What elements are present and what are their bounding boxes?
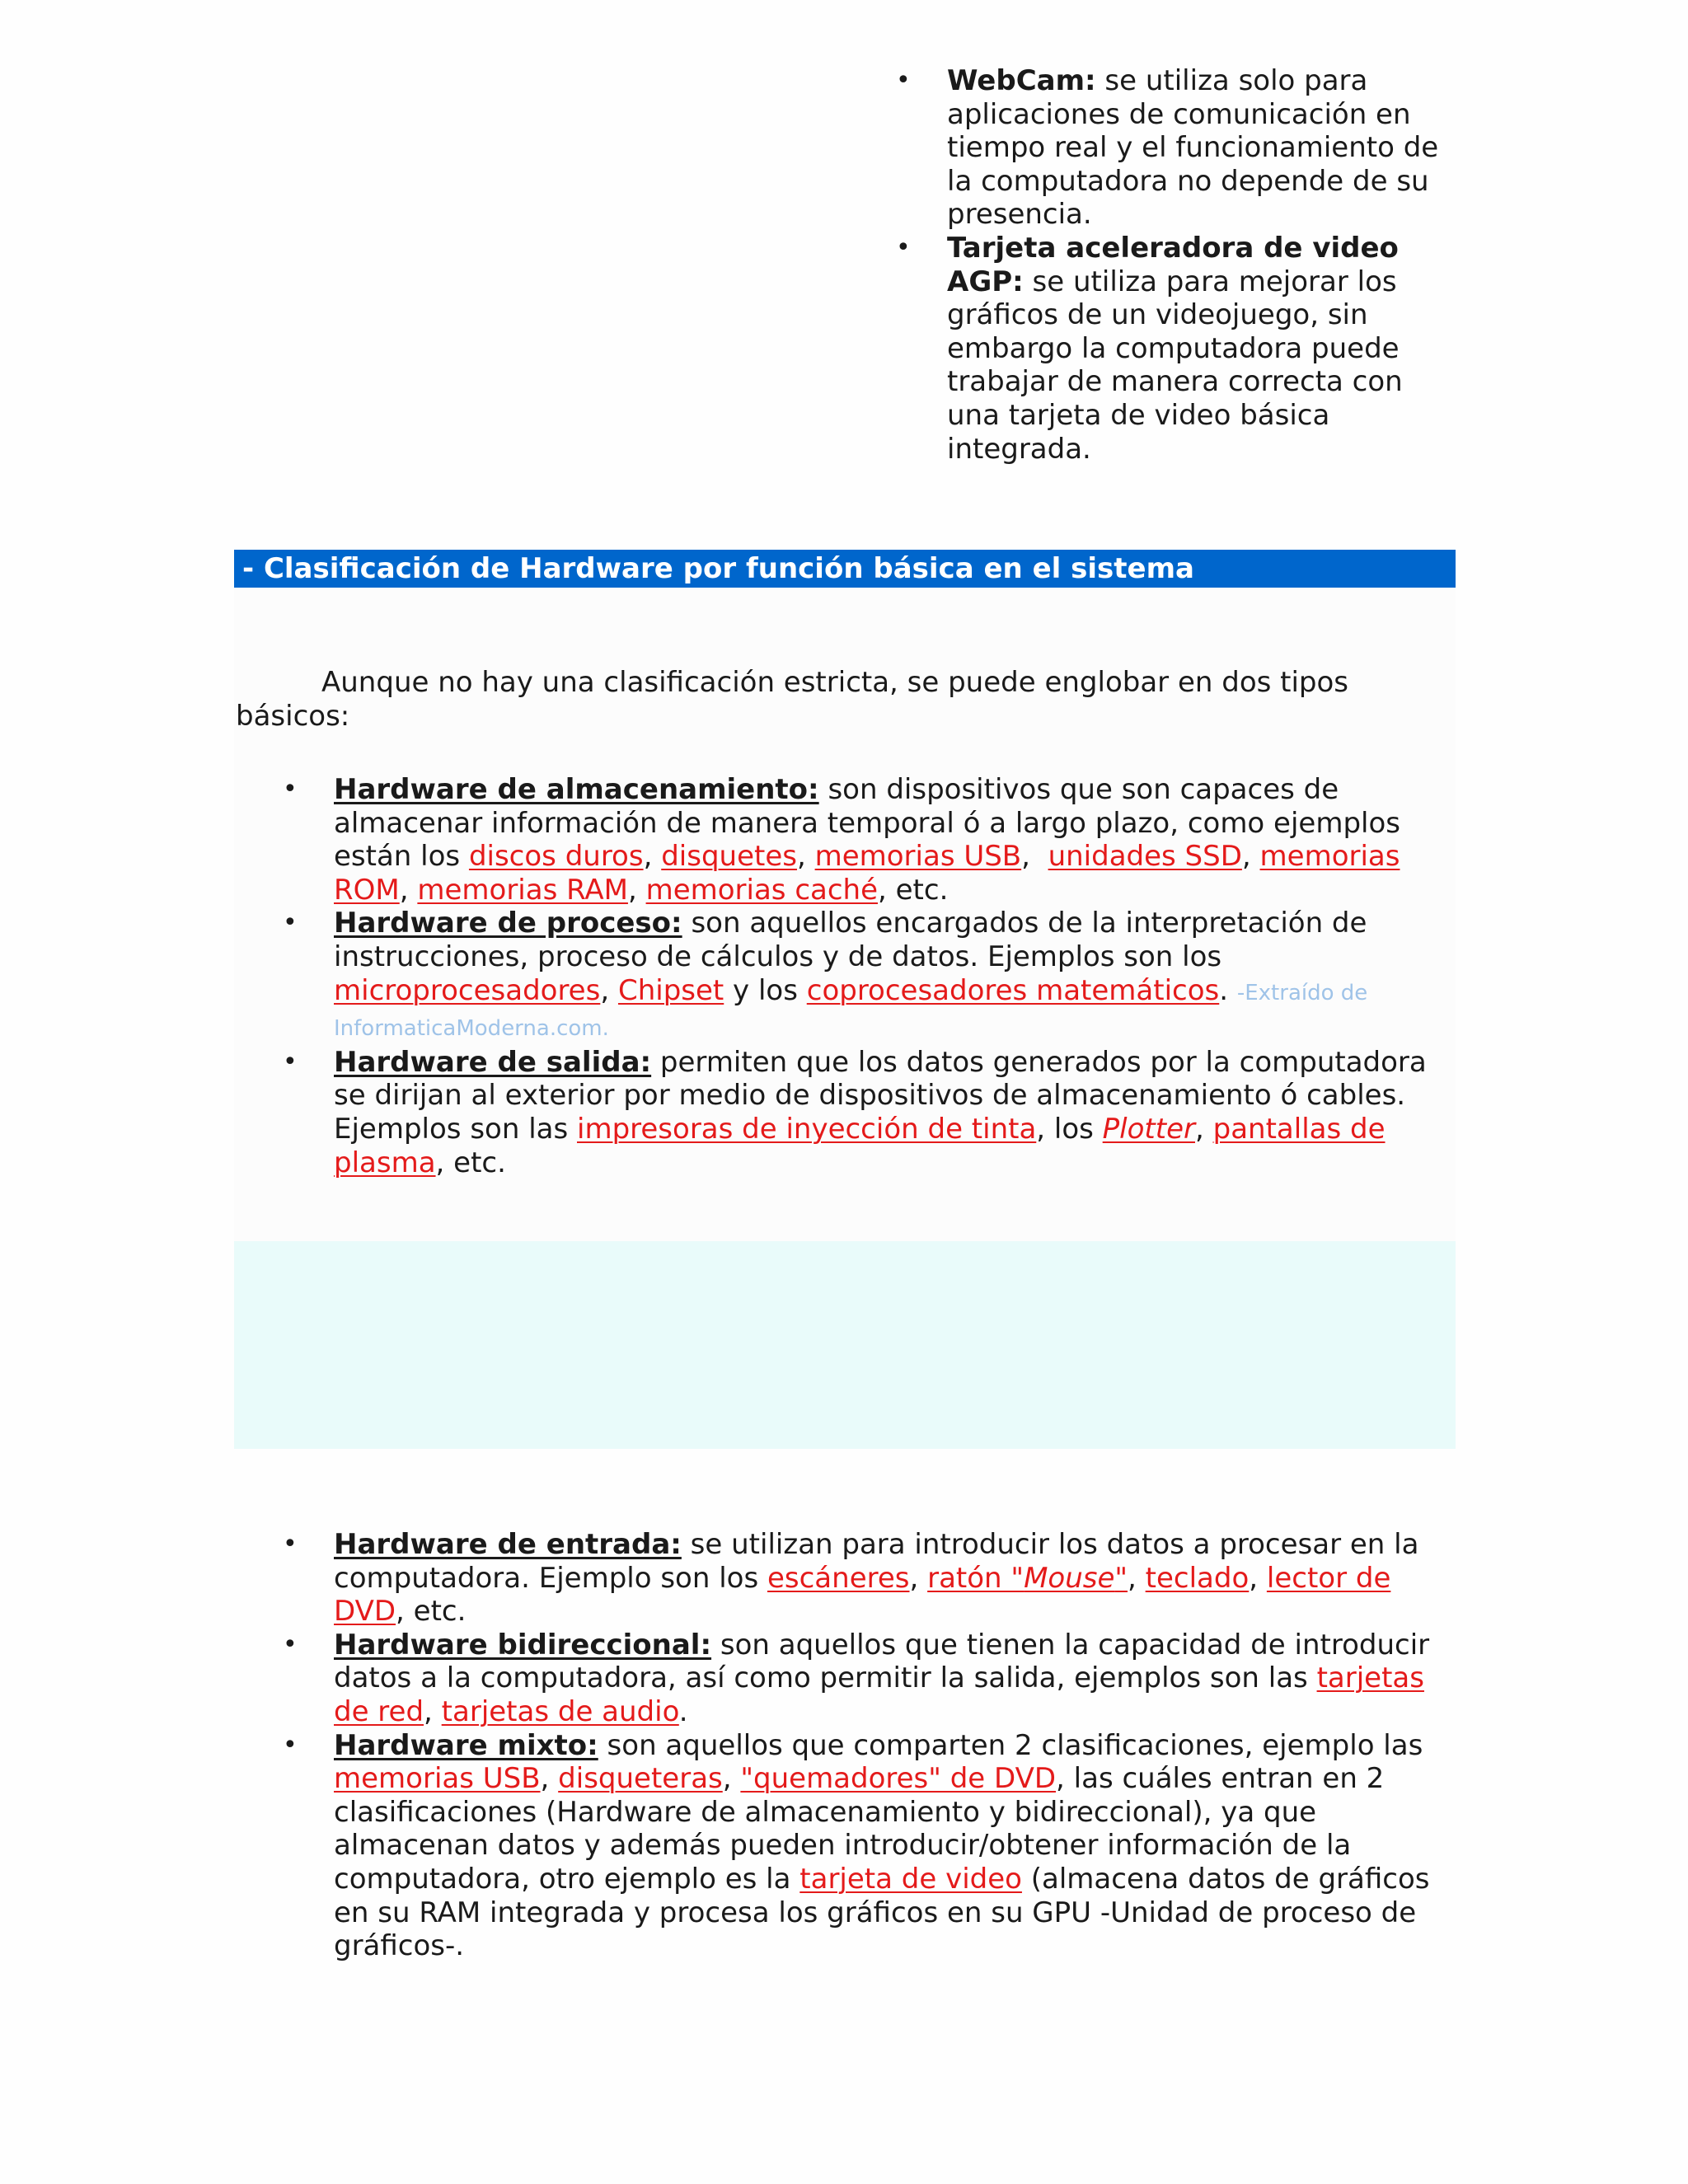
item-text: son aquellos que tienen la capacidad de introducir datos a la computadora, así como permitir la salida, ejemplos son las [334, 1628, 1430, 1695]
link-plotter[interactable]: Plotter [1102, 1112, 1195, 1146]
item-text: (almacena datos de gráficos en su RAM integrada y procesa los gráficos en su GPU -Unidad de proceso de gráficos-. [334, 1862, 1430, 1963]
item-label: Hardware de almacenamiento: [334, 773, 819, 806]
link-coprocesadores[interactable]: coprocesadores matemáticos [806, 973, 1220, 1007]
item-label: Tarjeta aceleradora de video AGP: [947, 231, 1399, 298]
link-impresoras[interactable]: impresoras de inyección de tinta [577, 1112, 1037, 1146]
item-label: Hardware de entrada: [334, 1528, 682, 1561]
list-item-agp [896, 231, 1442, 466]
bullet-icon: • [283, 1530, 298, 1558]
link-microprocesadores[interactable]: microprocesadores [334, 973, 601, 1007]
bullet-icon: • [896, 66, 911, 95]
bullet-icon: • [283, 1047, 298, 1076]
link-escaneres[interactable]: escáneres [767, 1561, 910, 1595]
bullet-icon: • [283, 1730, 298, 1760]
item-text: y los [724, 973, 807, 1007]
link-disqueteras[interactable]: disqueteras [558, 1762, 723, 1796]
list-item-mixed: • Hardware mixto: son aquellos que comparten 2 clasificaciones, ejemplo las memorias USB, disqueteras, "quemadores" de DVD, las cuáles entran en 2 clasificaciones (Hardware de almacenamiento y bidireccional), ya que almacenan datos y además pueden introducir/obtener información de la computadora, otro ejemplo es la tarjeta de video (almacena datos de gráficos en su RAM integrada y procesa los gráficos en su GPU -Unidad de proceso de gráficos-. [283, 1728, 1430, 1963]
item-label: Hardware de proceso: [334, 907, 682, 940]
bullet-icon: • [283, 775, 298, 804]
link-pantallas-plasma[interactable]: pantallas de plasma [334, 1112, 1386, 1179]
link-unidades-ssd[interactable]: unidades SSD [1048, 840, 1242, 874]
mouse-pre: ratón " [927, 1561, 1025, 1595]
item-label: WebCam: [947, 64, 1096, 97]
link-raton-mouse[interactable] [927, 1562, 1128, 1595]
link-memorias-rom[interactable]: memorias ROM [334, 840, 1400, 907]
list-item-input: • Hardware de entrada: se utilizan para introducir los datos a procesar en la computadora. Ejemplo son los escáneres, ratón "Mouse", teclado, lector de DVD, etc. [283, 1528, 1419, 1629]
item-text: son aquellos que comparten 2 clasificaciones, ejemplo las [598, 1728, 1423, 1762]
list-item-bidirectional: • Hardware bidireccional: son aquellos que tienen la capacidad de introducir datos a la computadora, así como permitir la salida, ejemplos son las tarjetas de red, tarjetas de audio. [283, 1628, 1430, 1728]
empty-highlight-box [234, 1241, 1456, 1449]
item-text: se utiliza para mejorar los gráficos de un videojuego, sin embargo la computadora puede trabajar de manera correcta con una tarjeta de video básica integrada. [947, 265, 1403, 466]
list-item-process: • Hardware de proceso: son aquellos encargados de la interpretación de instrucciones, proceso de cálculos y de datos. Ejemplos son los microprocesadores, Chipset y los coprocesadores matemáticos. -Extraído de InformaticaModerna.com. [283, 907, 1368, 1042]
link-disquetes[interactable]: disquetes [661, 840, 797, 874]
item-text: permiten que los datos generados por la computadora se dirijan al exterior por medio de dispositivos de almacenamiento ó cables. Ejemplos son las [334, 1045, 1427, 1146]
bullet-icon: • [896, 232, 911, 262]
link-chipset[interactable]: Chipset [617, 973, 724, 1007]
bullet-icon: • [283, 1629, 298, 1659]
top-bullet-list [896, 64, 1442, 466]
link-tarjetas-red[interactable]: tarjetas de red [334, 1661, 1424, 1728]
link-tarjetas-audio[interactable]: tarjetas de audio [441, 1694, 679, 1728]
item-label: Hardware de salida: [334, 1045, 652, 1079]
link-quemadores-dvd[interactable]: "quemadores" de DVD [740, 1762, 1057, 1796]
intro-paragraph: Aunque no hay una clasificación estricta, se puede englobar en dos tipos básicos: [236, 666, 1349, 733]
list-item-webcam [896, 64, 1442, 232]
source-watermark: -Extraído de InformaticaModerna.com. [334, 980, 1368, 1042]
link-memorias-usb[interactable]: memorias USB [814, 840, 1022, 874]
item-text: , las cuáles entran en 2 clasificaciones (Hardware de almacenamiento y bidireccional), ya que almacenan datos y además pueden introducir/obtener información de la computadora, otro ejemplo es la [334, 1762, 1385, 1896]
link-discos-duros[interactable]: discos duros [468, 840, 644, 874]
item-text: son dispositivos que son capaces de almacenar información de manera temporal ó a largo plazo, como ejemplos están los [334, 773, 1400, 874]
item-label: Hardware mixto: [334, 1728, 598, 1762]
list-item-storage: • Hardware de almacenamiento: son dispositivos que son capaces de almacenar información de manera temporal ó a largo plazo, como ejemplos están los discos duros, disquetes, memorias USB, unidades SSD, memorias ROM, memorias RAM, memorias caché, etc. [283, 773, 1400, 907]
link-memorias-usb-2[interactable]: memorias USB [334, 1762, 541, 1796]
list-item-output: • Hardware de salida: permiten que los datos generados por la computadora se dirijan al exterior por medio de dispositivos de almacenamiento ó cables. Ejemplos son las impresoras de inyección de tinta, los Plotter, pantallas de plasma, etc. [283, 1045, 1427, 1179]
item-end: , etc. [878, 873, 949, 907]
link-memorias-cache[interactable]: memorias caché [645, 873, 879, 907]
item-end: , etc. [396, 1595, 467, 1629]
item-label: Hardware bidireccional: [334, 1628, 712, 1661]
item-text: , los [1036, 1112, 1103, 1146]
item-text: son aquellos encargados de la interpretación de instrucciones, proceso de cálculos y de datos. Ejemplos son los [334, 907, 1367, 973]
item-end: , etc. [435, 1146, 506, 1179]
bullet-icon: • [283, 908, 298, 938]
hardware-list-1 [283, 773, 1455, 1179]
item-text: se utiliza solo para aplicaciones de comunicación en tiempo real y el funcionamiento de la computadora no depende de su presencia. [947, 64, 1439, 232]
hardware-list-2 [283, 1528, 1455, 1963]
link-memorias-ram[interactable]: memorias RAM [417, 873, 628, 907]
mouse-word: Mouse [1024, 1561, 1115, 1595]
item-text: se utilizan para introducir los datos a procesar en la computadora. Ejemplo son los [334, 1528, 1419, 1595]
link-tarjeta-video[interactable]: tarjeta de video [799, 1862, 1022, 1896]
section-heading: - Clasificación de Hardware por función básica en el sistema [234, 550, 1456, 588]
link-lector-dvd[interactable]: lector de DVD [334, 1561, 1391, 1629]
link-teclado[interactable]: teclado [1145, 1561, 1250, 1595]
mouse-post: " [1114, 1561, 1128, 1595]
